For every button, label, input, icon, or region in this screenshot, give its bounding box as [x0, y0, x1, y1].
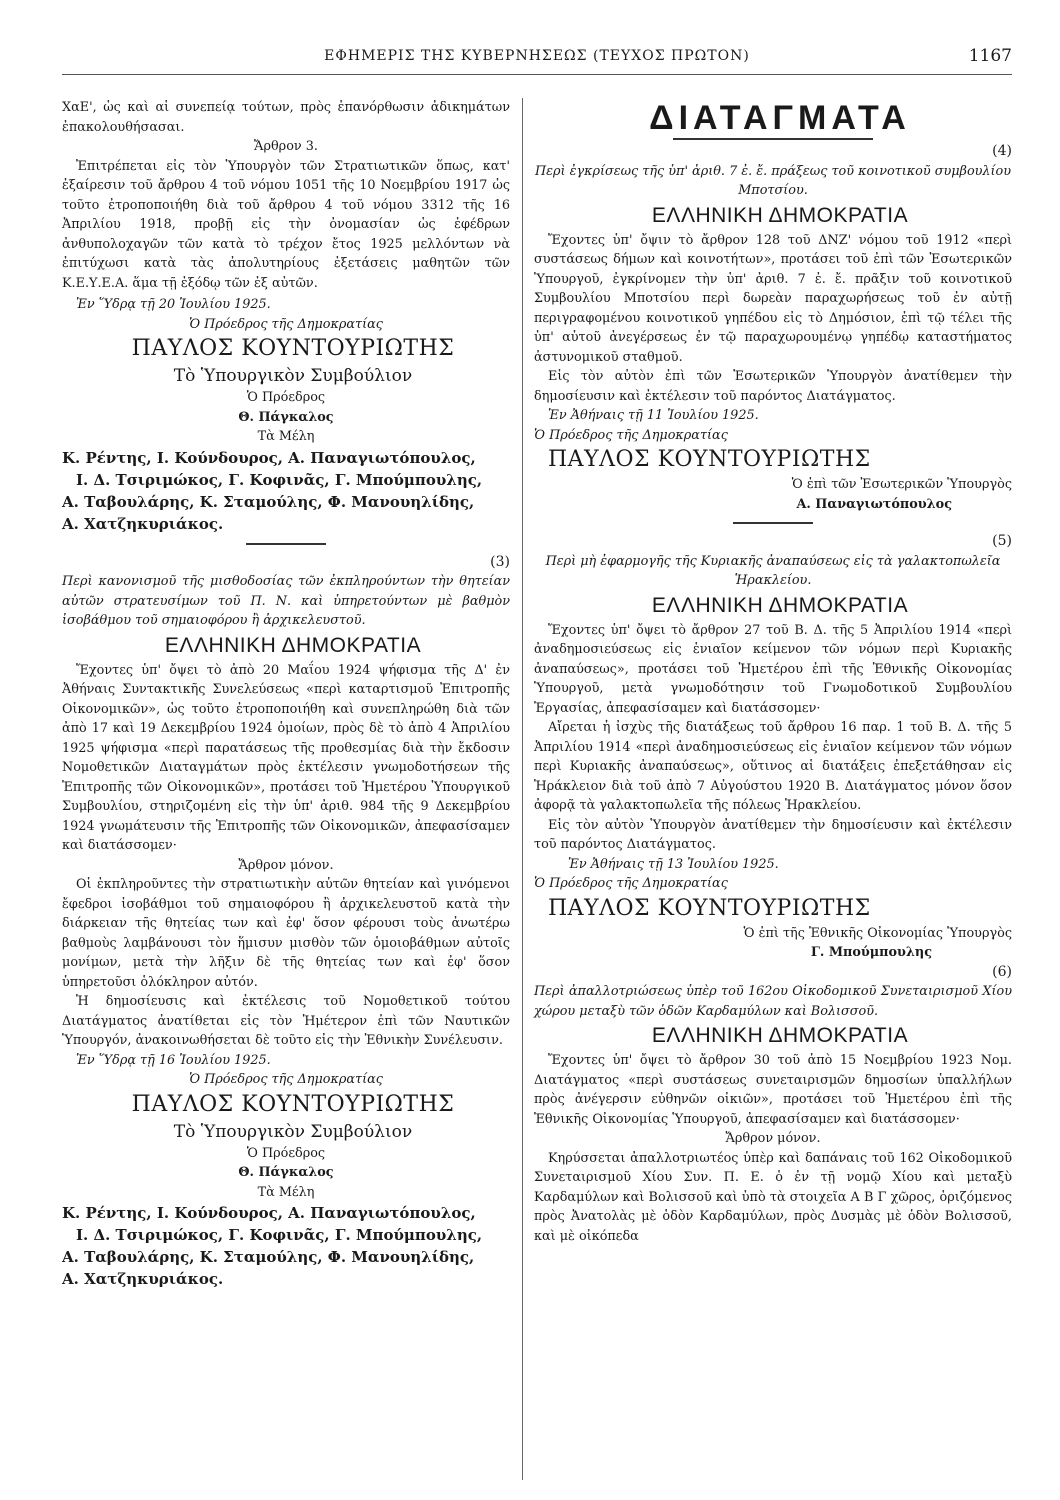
- separator-rule: [246, 543, 326, 545]
- decree-number: (3): [490, 553, 510, 570]
- council-title: Τὸ Ὑπουργικὸν Συμβούλιον: [173, 1121, 413, 1142]
- president-title: Ὁ Πρόεδρος τῆς Δημοκρατίας: [534, 427, 728, 443]
- members-line: Α. Ταβουλάρης, Κ. Σταμούλης, Φ. Μανουηλίδης,: [62, 1248, 475, 1266]
- decree-body: Ἔχοντες ὑπ' ὄψει τὸ ἀπὸ 20 Μαΐου 1924 ψήφισμα τῆς Δ' ἐν Ἀθήναις Συντακτικῆς Συνελεύσεως «περὶ καταρτισμοῦ Ἐπιτροπῆς Οἰκονομικῶν», ὡς τοῦτο ἐτροποποιήθη καὶ συνεπληρώθη διὰ τῶν ἀπὸ 17 καὶ 19 Δεκεμβρίου 1924 ὁμοίων, πρὸς δὲ τὸ ἀπὸ 4 Ἀπριλίου 1925 ψήφισμα «περὶ παρατάσεως τῆς προθεσμίας διὰ τὴν ἔκδοσιν Νομοθετικῶν Διαταγμάτων πρὸς ἐκτέλεσιν γνωμοδοτήσεων τῆς Ἐπιτροπῆς τῶν Οἰκονομικῶν», προτάσει τοῦ Ἡμετέρου Ὑπουργικοῦ Συμβουλίου, στηριζομένη εἰς τὴν ὑπ' ἀριθ. 984 τῆς 9 Δεκεμβρίου 1924 γνωμάτευσιν τῆς Ἐπιτροπῆς τῶν Οἰκονομικῶν, ἀπεφασίσαμεν καὶ διατάσσομεν·: [62, 662, 510, 853]
- heading-rule: [673, 138, 873, 140]
- article-heading: Ἄρθρον μόνον.: [725, 1131, 821, 1146]
- decree-number: (5): [992, 533, 1012, 549]
- council-title: Τὸ Ὑπουργικὸν Συμβούλιον: [173, 366, 413, 386]
- decree-title: Περὶ κανονισμοῦ τῆς μισθοδοσίας τῶν ἐκπληρούντων τὴν θητείαν αὐτῶν στρατευσίμων τοῦ Π. Ν. καὶ ὑπηρετούντων μὲ βαθμὸν ἰσοβάθμου τοῦ σημαιοφόρου ἢ ἀρχικελευστοῦ.: [62, 574, 510, 628]
- chair-title: Ὁ Πρόεδρος: [246, 390, 326, 405]
- president-title: Ὁ Πρόεδρος τῆς Δημοκρατίας: [189, 316, 383, 332]
- article-heading: Ἄρθρον μόνον.: [238, 857, 334, 873]
- decree-date: Ἐν Ἀθήναις τῇ 11 Ἰουλίου 1925.: [548, 408, 759, 423]
- members-line: Ι. Δ. Τσιριμώκος, Γ. Κοφινᾶς, Γ. Μπούμπουλης,: [76, 1226, 483, 1244]
- chair-name: Θ. Πάγκαλος: [238, 1165, 334, 1180]
- minister-title: Ὁ ἐπὶ τῆς Ἐθνικῆς Οἰκονομίας Ὑπουργὸς: [743, 925, 1012, 941]
- decree-title: Περὶ ἀπαλλοτριώσεως ὑπὲρ τοῦ 162ου Οἰκοδομικοῦ Συνεταιρισμοῦ Χίου χώρου μεταξὺ τῶν ὁδῶν Καρδαμύλων καὶ Βολισσοῦ.: [534, 984, 1012, 1019]
- decree-date: Ἐν Ὕδρᾳ τῇ 16 Ἰουλίου 1925.: [76, 1052, 271, 1068]
- decree-date: Ἐν Ὕδρᾳ τῇ 20 Ἰουλίου 1925.: [76, 297, 271, 312]
- members-title: Τὰ Μέλη: [257, 1184, 315, 1200]
- members-line: Κ. Ρέντης, Ι. Κούνδουρος, Α. Παναγιωτόπουλος,: [62, 1204, 476, 1222]
- decree-number: (6): [992, 963, 1012, 980]
- republic-heading: ΕΛΛΗΝΙΚΗ ΔΗΜΟΚΡΑΤΙΑ: [164, 633, 422, 657]
- gazette-title: ΕΦΗΜΕΡΙΣ ΤΗΣ ΚΥΒΕΡΝΗΣΕΩΣ (ΤΕΥΧΟΣ ΠΡΩΤΟΝ): [324, 48, 750, 64]
- section-heading: ΔΙΑΤΑΓΜΑΤΑ: [649, 99, 911, 137]
- minister-name: Γ. Μπούμπουλης: [810, 945, 932, 960]
- minister-title: Ὁ ἐπὶ τῶν Ἐσωτερικῶν Ὑπουργὸς: [791, 477, 1012, 492]
- article-3-text: Ἐπιτρέπεται εἰς τὸν Ὑπουργὸν τῶν Στρατιωτικῶν ὅπως, κατ' ἐξαίρεσιν τοῦ ἄρθρου 4 τοῦ νόμου 1051 τῆς 10 Νοεμβρίου 1917 ὡς τοῦτο ἐτροποποιήθη διὰ τοῦ ἄρθρου 4 τοῦ νόμου 3312 τῆς 16 Ἀπριλίου 1918, προβῇ εἰς τὴν ὀνομασίαν ὡς ἐφέδρων ἀνθυπολοχαγῶν τῶν κατὰ τὸ τρέχον ἔτος 1925 μελλόντων νὰ ἐπιτύχωσι κατὰ τὰς ἀπολυτηρίους ἐξετάσεις μαθητῶν τῶν Κ.Ε.Υ.Ε.Α. ἅμα τῇ ἐξόδῳ τῶν ἐξ αὐτῶν.: [62, 158, 510, 291]
- decree-number: (4): [992, 143, 1012, 159]
- members-title: Τὰ Μέλη: [257, 429, 315, 444]
- page-number: 1167: [968, 46, 1012, 66]
- president-name: ΠΑΥΛΟΣ ΚΟΥΝΤΟΥΡΙΩΤΗΣ: [131, 1091, 455, 1117]
- article-3-heading: Ἄρθρον 3.: [254, 139, 318, 154]
- page-header: [62, 40, 1012, 75]
- president-name: ΠΑΥΛΟΣ ΚΟΥΝΤΟΥΡΙΩΤΗΣ: [548, 895, 871, 921]
- decree-date: Ἐν Ἀθήναις τῇ 13 Ἰουλίου 1925.: [568, 856, 779, 872]
- columns: [62, 98, 1012, 1480]
- decree-body: Ἔχοντες ὑπ' ὄψει τὸ ἄρθρον 30 τοῦ ἀπὸ 15 Νοεμβρίου 1923 Νομ. Διατάγματος «περὶ συστάσεως συνεταιρισμῶν δημοσίων ὑπαλλήλων πρὸς ἀνέγερσιν εὐθηνῶν οἰκιῶν», προτάσει τοῦ Ἡμετέρου ἐπὶ τῆς Ἐθνικῆς Οἰκονομίας Ὑπουργοῦ, ἀπεφασίσαμεν καὶ διατάσσομεν·: [534, 1053, 1012, 1127]
- republic-heading: ΕΛΛΗΝΙΚΗ ΔΗΜΟΚΡΑΤΙΑ: [651, 203, 909, 227]
- column-divider: [522, 98, 523, 1480]
- president-name: ΠΑΥΛΟΣ ΚΟΥΝΤΟΥΡΙΩΤΗΣ: [548, 447, 871, 472]
- members-line: Α. Χατζηκυριάκος.: [62, 514, 224, 533]
- chair-title: Ὁ Πρόεδρος: [246, 1145, 326, 1161]
- decree-body: Εἰς τὸν αὐτὸν ἐπὶ τῶν Ἐσωτερικῶν Ὑπουργὸν ἀνατίθεμεν τὴν δημοσίευσιν καὶ ἐκτέλεσιν τοῦ παρόντος Διατάγματος.: [534, 369, 1012, 404]
- members-line: Α. Ταβουλάρης, Κ. Σταμούλης, Φ. Μανουηλίδης,: [62, 492, 475, 511]
- president-title: Ὁ Πρόεδρος τῆς Δημοκρατίας: [189, 1072, 383, 1087]
- right-column: [534, 98, 1012, 1480]
- decree-title: Περὶ ἐγκρίσεως τῆς ὑπ' ἀριθ. 7 ἐ. ἔ. πράξεως τοῦ κοινοτικοῦ συμβουλίου Μποτσίου.: [534, 163, 1012, 198]
- chair-name: Θ. Πάγκαλος: [238, 409, 334, 425]
- decree-body: Κηρύσσεται ἀπαλλοτριωτέος ὑπὲρ καὶ δαπάναις τοῦ 162 Οἰκοδομικοῦ Συνεταιρισμοῦ Χίου Συν. Π. Ε. ὁ ἐν τῇ νομῷ Χίου καὶ μεταξὺ Καρδαμύλων καὶ Βολισσοῦ καὶ ὑπὸ τὰ στοιχεῖα Α Β Γ χῶρος, ὁριζόμενος πρὸς Ἀνατολὰς μὲ ὁδὸν Καρδαμύλων, πρὸς Δυσμὰς μὲ ὁδὸν Βολισσοῦ, καὶ μὲ οἰκόπεδα: [534, 1150, 1012, 1244]
- members-line: Ι. Δ. Τσιριμώκος, Γ. Κοφινᾶς, Γ. Μπούμπουλης,: [76, 470, 483, 489]
- decree-body: Οἱ ἐκπληροῦντες τὴν στρατιωτικὴν αὐτῶν θητείαν καὶ γινόμενοι ἔφεδροι ἰσοβάθμοι τοῦ σημαιοφόρου ἢ ἀρχικελευστοῦ κατὰ τὴν διάρκειαν τῆς θητείας των καὶ ἐφ' ὅσον φέρουσι τοὺς ἀνωτέρω βαθμοὺς λαμβάνουσι τὸν ἥμισυν μισθὸν τῶν ὁμοιοβάθμων αὐτοῖς μονίμων, μετὰ τὴν λῆξιν δὲ τῆς θητείας των καὶ ἐφ' ὅσον ὑπηρετοῦσι ὁλόκληρον αὐτόν.: [62, 877, 510, 990]
- members-line: Κ. Ρέντης, Ι. Κούνδουρος, Α. Παναγιωτόπουλος,: [62, 448, 476, 467]
- republic-heading: ΕΛΛΗΝΙΚΗ ΔΗΜΟΚΡΑΤΙΑ: [651, 1024, 909, 1047]
- president-title: Ὁ Πρόεδρος τῆς Δημοκρατίας: [534, 876, 728, 891]
- decree-title: Περὶ μὴ ἐφαρμογῆς τῆς Κυριακῆς ἀναπαύσεως εἰς τὰ γαλακτοπωλεῖα Ἡρακλείου.: [545, 553, 1001, 588]
- decree-body: Ἡ δημοσίευσις καὶ ἐκτέλεσις τοῦ Νομοθετικοῦ τούτου Διατάγματος ἀνατίθεται εἰς τὸν Ἡμέτερον ἐπὶ τῶν Ναυτικῶν Ὑπουργόν, ἀνακοινωθήσεται δὲ τοῦτο εἰς τὴν Ἐθνικὴν Συνέλευσιν.: [62, 994, 510, 1048]
- continuation-text: ΧαΕ', ὡς καὶ αἱ συνεπείᾳ τούτων, πρὸς ἐπανόρθωσιν ἀδικημάτων ἐπακολουθήσασαι.: [62, 100, 510, 135]
- decree-body: Ἔχοντες ὑπ' ὄψει τὸ ἄρθρον 27 τοῦ Β. Δ. τῆς 5 Ἀπριλίου 1914 «περὶ ἀναδημοσιεύσεως εἰς ἑνιαῖον κείμενον τῶν νόμων περὶ Κυριακῆς ἀναπαύσεως», προτάσει τοῦ Ἡμετέρου ἐπὶ τῆς Ἐθνικῆς Οἰκονομίας Ὑπουργοῦ, μετὰ γνωμοδότησιν τοῦ Γνωμοδοτικοῦ Συμβουλίου Ἐργασίας, ἀπεφασίσαμεν καὶ διατάσσομεν·: [534, 622, 1012, 716]
- decree-body: Ἔχοντες ὑπ' ὄψιν τὸ ἄρθρον 128 τοῦ ΔΝΖ' νόμου τοῦ 1912 «περὶ συστάσεως δήμων καὶ κοινοτήτων», προτάσει τοῦ ἐπὶ τῶν Ἐσωτερικῶν Ὑπουργοῦ, ἐγκρίνομεν τὴν ὑπ' ἀριθ. 7 ἐ. ἔ. πρᾶξιν τοῦ κοινοτικοῦ Συμβουλίου Μποτσίου περὶ δωρεὰν παραχωρήσεως τοῦ ἐν αὐτῇ περιγραφομένου κοινοτικοῦ γηπέδου εἰς τὸ Δημόσιον, ἐπὶ τῷ τέλει τῆς ὑπ' αὐτοῦ ἀνεγέρσεως ἐν τῷ παραχωρουμένῳ γηπέδῳ καταστήματος ἀστυνομικοῦ σταθμοῦ.: [534, 232, 1012, 365]
- left-column: [62, 98, 510, 1480]
- decree-body: Αἴρεται ἡ ἰσχὺς τῆς διατάξεως τοῦ ἄρθρου 16 παρ. 1 τοῦ Β. Δ. τῆς 5 Ἀπριλίου 1914 «περὶ ἀναδημοσιεύσεως εἰς ἑνιαῖον κείμενον τῶν νόμων περὶ Κυριακῆς ἀναπαύσεως», οὕτινος αἱ διατάξεις ἐπεξετάθησαν εἰς Ἡράκλειον διὰ τοῦ ἀπὸ 7 Αὐγούστου 1920 Β. Διατάγματος μόνον ὅσον ἀφορᾷ τὰ γαλακτοπωλεῖα τῆς πόλεως Ἡρακλείου.: [534, 720, 1012, 813]
- republic-heading: ΕΛΛΗΝΙΚΗ ΔΗΜΟΚΡΑΤΙΑ: [651, 593, 909, 617]
- decree-body: Εἰς τὸν αὐτὸν Ὑπουργὸν ἀνατίθεμεν τὴν δημοσίευσιν καὶ ἐκτέλεσιν τοῦ παρόντος Διατάγματος.: [534, 817, 1012, 852]
- president-name: ΠΑΥΛΟΣ ΚΟΥΝΤΟΥΡΙΩΤΗΣ: [131, 336, 455, 361]
- members-line: Α. Χατζηκυριάκος.: [62, 1270, 224, 1288]
- minister-name: Α. Παναγιωτόπουλος: [796, 496, 952, 512]
- separator-rule: [733, 522, 813, 524]
